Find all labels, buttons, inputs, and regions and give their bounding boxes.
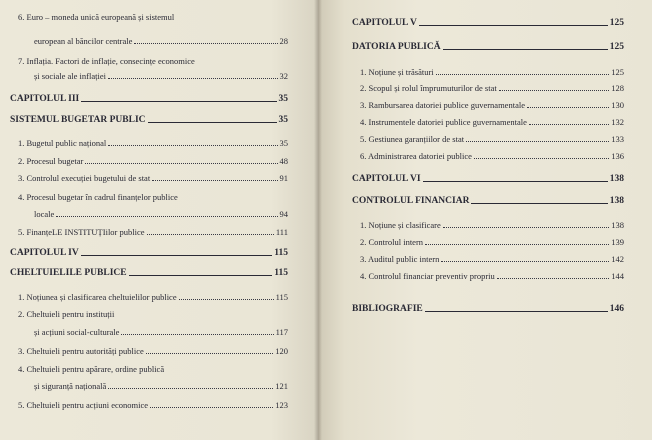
toc-entry-notiune <box>360 67 624 78</box>
toc-entry-notiune-page: 125 <box>611 67 624 77</box>
toc-entry-ctrl-intern-page: 139 <box>611 237 624 247</box>
toc-entry-scopul-label: 2. Scopul și rolul împrumuturilor de stat <box>360 83 497 93</box>
toc-entry-controlul-label: 3. Controlul execuției bugetului de stat <box>18 173 151 183</box>
toc-entry-instrumentele-label: 4. Instrumentele datoriei publice guvernamentale <box>360 117 527 127</box>
toc-section-controlul-page: 138 <box>609 196 624 206</box>
toc-entry-euro-line1: 6. Euro – moneda unică europeană și sistemul <box>18 12 175 22</box>
toc-entry-procesul-local-cont <box>34 209 288 220</box>
toc-entry-ch-aut-page: 120 <box>275 346 288 356</box>
toc-entry-euro-page: 28 <box>279 36 288 46</box>
toc-entry-ch-inst-cont <box>34 327 288 338</box>
toc-entry-gestiunea <box>360 134 624 145</box>
toc-entry-finantele-label: 5. FinanțeLE INSTITUȚIilor publice <box>18 227 145 237</box>
toc-entry-euro-line2: european al băncilor centrale <box>34 36 133 46</box>
toc-entry-administrarea-label: 6. Administrarea datoriei publice <box>360 151 472 161</box>
toc-entry-notiunea-label: 1. Noțiunea și clasificarea cheltuielilor publice <box>18 292 177 302</box>
toc-entry-euro-cont <box>34 36 288 47</box>
toc-entry-ch-inst-line2: și acțiuni social-culturale <box>34 327 120 337</box>
toc-section-cheltuielile-label: CHELTUIELILE PUBLICE <box>10 268 127 278</box>
right-page <box>318 0 652 440</box>
toc-section-datoria <box>352 42 624 53</box>
toc-section-sistemul <box>10 115 288 126</box>
toc-entry-ch-ap-page: 121 <box>275 381 288 391</box>
toc-entry-inflatia-cont <box>34 71 288 82</box>
toc-section-datoria-page: 125 <box>609 42 624 52</box>
toc-entry-finantele <box>18 227 288 238</box>
toc-entry-ch-inst-page: 117 <box>275 327 288 337</box>
toc-entry-ctrl-intern-label: 2. Controlul intern <box>360 237 424 247</box>
toc-chapter-6-label: CAPITOLUL VI <box>352 174 421 184</box>
toc-entry-procesul-local-line2: locale <box>34 209 55 219</box>
toc-entry-notiune-label: 1. Noțiune și trăsături <box>360 67 434 77</box>
toc-entry-controlul-page: 91 <box>279 173 288 183</box>
toc-entry-ch-ap-cont <box>34 381 288 392</box>
toc-entry-ctrl-intern <box>360 237 624 248</box>
toc-section-sistemul-label: SISTEMUL BUGETAR PUBLIC <box>10 115 146 125</box>
toc-entry-ctrl-prev <box>360 271 624 282</box>
toc-section-sistemul-page: 35 <box>278 115 288 125</box>
toc-section-controlul <box>352 196 624 207</box>
toc-entry-notiune-clas-label: 1. Noțiune și clasificare <box>360 220 441 230</box>
toc-entry-inflatia <box>18 56 288 67</box>
toc-entry-controlul <box>18 173 288 184</box>
toc-entry-auditul <box>360 254 624 265</box>
toc-entry-inflatia-line1: 7. Inflația. Factori de inflație, consecințe economice <box>18 56 195 66</box>
toc-bibliografie <box>352 304 624 315</box>
toc-entry-notiune-clas-page: 138 <box>611 220 624 230</box>
toc-chapter-5-label: CAPITOLUL V <box>352 18 417 28</box>
toc-entry-notiune-clas <box>360 220 624 231</box>
toc-chapter-5 <box>352 18 624 29</box>
toc-entry-bugetul-label: 1. Bugetul public național <box>18 138 107 148</box>
toc-entry-ch-ap-line2: și siguranță națională <box>34 381 107 391</box>
toc-entry-administrarea-page: 136 <box>611 151 624 161</box>
toc-entry-ch-ec-page: 123 <box>275 400 288 410</box>
left-page <box>0 0 318 440</box>
toc-section-datoria-label: DATORIA PUBLICĂ <box>352 42 441 52</box>
toc-entry-euro <box>18 12 288 23</box>
toc-entry-finantele-page: 111 <box>275 227 288 237</box>
toc-entry-procesul-local-page: 94 <box>279 209 288 219</box>
toc-entry-ch-ap <box>18 364 288 375</box>
toc-entry-ch-ap-line1: 4. Cheltuieli pentru apărare, ordine publică <box>18 364 165 374</box>
toc-entry-scopul-page: 128 <box>611 83 624 93</box>
toc-entry-instrumentele <box>360 117 624 128</box>
toc-chapter-5-page: 125 <box>609 18 624 28</box>
toc-entry-gestiunea-label: 5. Gestiunea garanțiilor de stat <box>360 134 465 144</box>
toc-entry-ch-ec <box>18 400 288 411</box>
book-gutter <box>314 0 322 440</box>
toc-entry-procesul-label: 2. Procesul bugetar <box>18 156 84 166</box>
toc-chapter-3-page: 35 <box>278 94 288 104</box>
toc-chapter-4-page: 115 <box>274 248 288 258</box>
toc-entry-notiunea-page: 115 <box>275 292 288 302</box>
toc-entry-procesul-page: 48 <box>279 156 288 166</box>
toc-entry-ch-aut-label: 3. Cheltuieli pentru autorități publice <box>18 346 144 356</box>
toc-chapter-4-label: CAPITOLUL IV <box>10 248 79 258</box>
toc-section-cheltuielile-page: 115 <box>274 268 288 278</box>
toc-entry-scopul <box>360 83 624 94</box>
toc-entry-auditul-page: 142 <box>611 254 624 264</box>
toc-chapter-6-page: 138 <box>609 174 624 184</box>
toc-entry-notiunea <box>18 292 288 303</box>
toc-entry-instrumentele-page: 132 <box>611 117 624 127</box>
toc-section-controlul-label: CONTROLUL FINANCIAR <box>352 196 470 206</box>
toc-bibliografie-label: BIBLIOGRAFIE <box>352 304 423 314</box>
toc-entry-ch-inst-line1: 2. Cheltuieli pentru instituții <box>18 309 115 319</box>
toc-entry-ch-inst <box>18 309 288 320</box>
toc-entry-bugetul-page: 35 <box>279 138 288 148</box>
toc-entry-ctrl-prev-page: 144 <box>611 271 624 281</box>
toc-entry-rambursarea <box>360 100 624 111</box>
toc-chapter-3 <box>10 94 288 105</box>
toc-entry-procesul-local <box>18 192 288 203</box>
toc-entry-auditul-label: 3. Auditul public intern <box>360 254 440 264</box>
toc-entry-bugetul <box>18 138 288 149</box>
toc-chapter-6 <box>352 174 624 185</box>
toc-entry-ch-ec-label: 5. Cheltuieli pentru acțiuni economice <box>18 400 149 410</box>
toc-entry-ctrl-prev-label: 4. Controlul financiar preventiv propriu <box>360 271 495 281</box>
toc-chapter-3-label: CAPITOLUL III <box>10 94 80 104</box>
toc-entry-ch-aut <box>18 346 288 357</box>
toc-entry-inflatia-line2: și sociale ale inflației <box>34 71 106 81</box>
toc-bibliografie-page: 146 <box>609 304 624 314</box>
toc-entry-administrarea <box>360 151 624 162</box>
toc-entry-inflatia-page: 32 <box>279 71 288 81</box>
toc-entry-procesul-local-line1: 4. Procesul bugetar în cadrul finanțelor publice <box>18 192 178 202</box>
toc-entry-gestiunea-page: 133 <box>611 134 624 144</box>
toc-entry-rambursarea-page: 130 <box>611 100 624 110</box>
toc-entry-rambursarea-label: 3. Rambursarea datoriei publice guvernamentale <box>360 100 525 110</box>
toc-chapter-4 <box>10 248 288 259</box>
toc-section-cheltuielile <box>10 268 288 279</box>
toc-entry-procesul <box>18 156 288 167</box>
